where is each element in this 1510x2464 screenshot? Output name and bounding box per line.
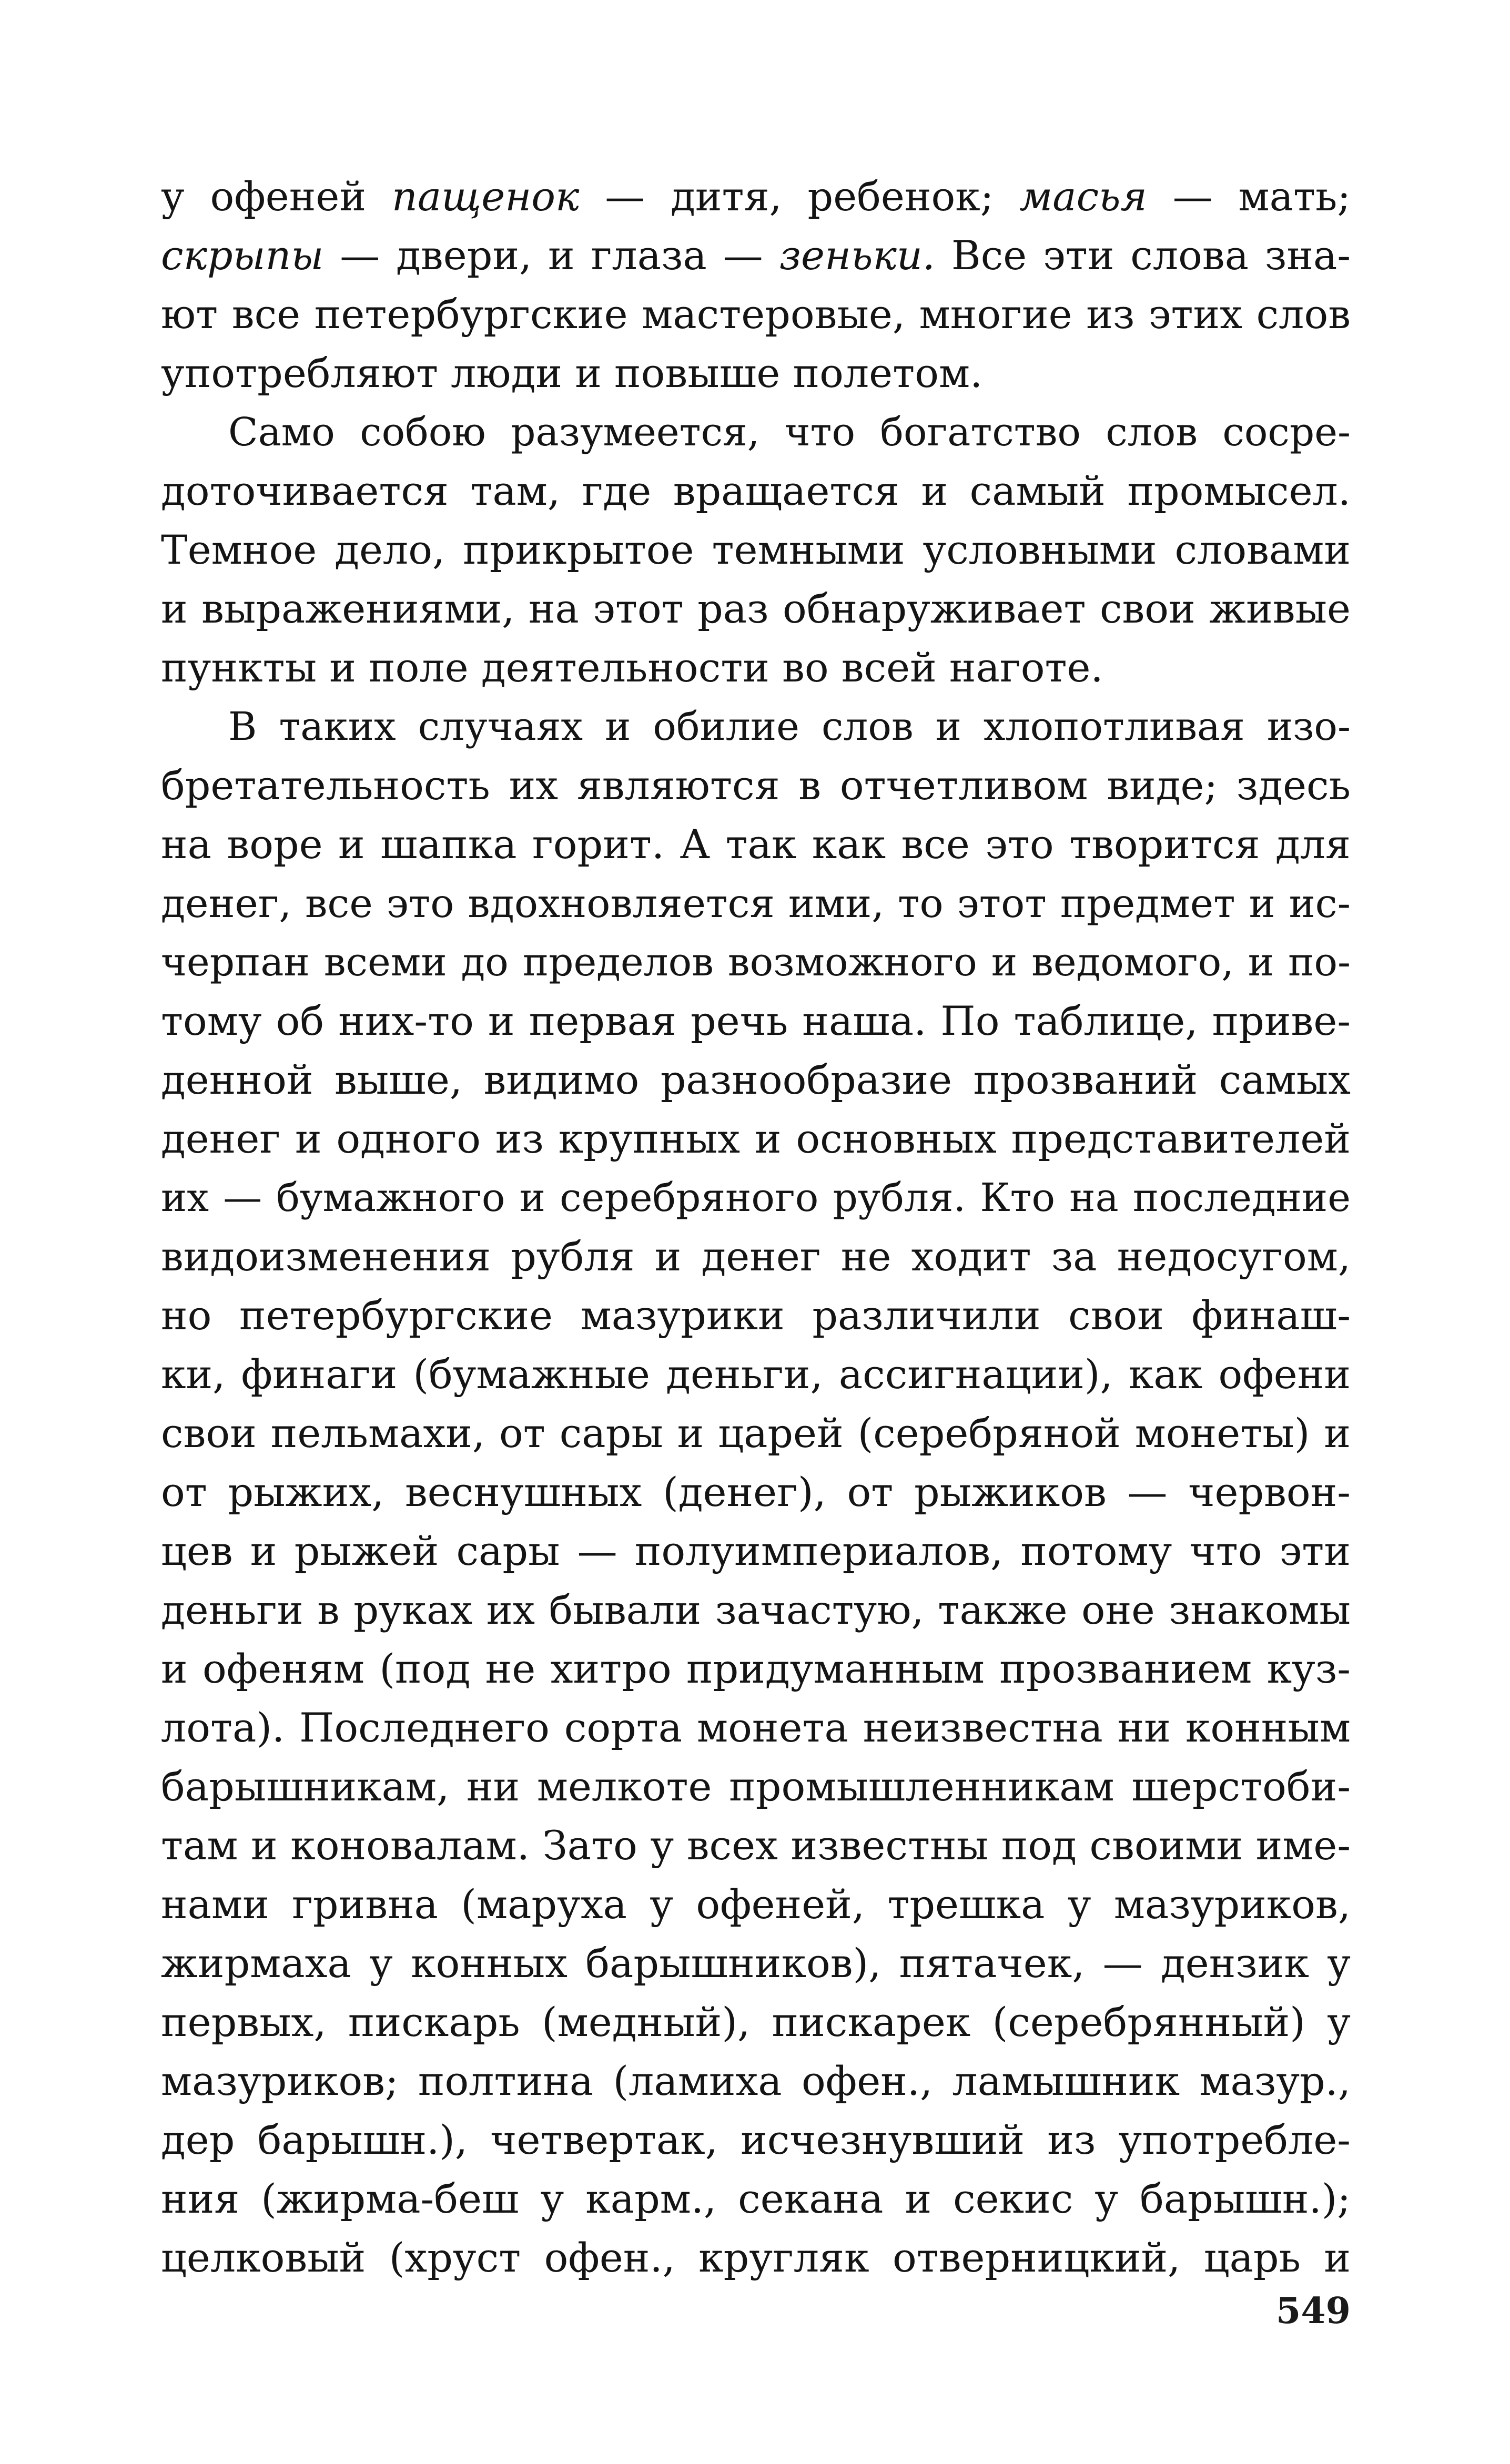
text-segment: нами гривна (маруха у офеней, трешка у мазуриков, [161,1881,1351,1928]
text-segment: пункты и поле деятельности во всей наготе. [161,644,1103,691]
text-line [161,167,1351,226]
italic-term: масья [1019,173,1147,220]
text-segment: доточивается там, где вращается и самый промысел. [161,467,1351,514]
italic-term: зеньки. [779,232,935,279]
text-line [161,1227,1351,1286]
text-line [161,1640,1351,1698]
text-segment: Все эти слова зна- [935,232,1351,279]
text-line [161,344,1351,403]
text-segment: целковый (хруст офен., кругляк отверницкий, царь и [161,2234,1351,2281]
text-segment: дер барышн.), четвертак, исчезнувший из употребле- [161,2116,1351,2163]
text-segment: видоизменения рубля и денег не ходит за недосугом, [161,1233,1351,1280]
text-segment: бретательность их являются в отчетливом виде; здесь [161,762,1351,809]
text-segment: денной выше, видимо разнообразие прозваний самых [161,1056,1351,1103]
text-line [161,1404,1351,1463]
text-line [161,1109,1351,1168]
text-line [161,579,1351,638]
text-line [161,1698,1351,1757]
text-line [161,403,1351,462]
text-segment: черпан всеми до пределов возможного и ведомого, и по- [161,940,1351,985]
text-line [161,2170,1351,2228]
text-line [161,815,1351,874]
text-segment: — двери, и глаза — [323,232,779,279]
text-line [161,697,1351,756]
text-segment: барышникам, ни мелкоте промышленникам шерстоби- [161,1763,1351,1810]
text-segment: Само собою разумеется, что богатство слов сосре- [228,410,1351,455]
page-number: 549 [1276,2290,1351,2332]
text-line [161,285,1351,344]
text-line [161,1757,1351,1816]
text-line [161,1286,1351,1345]
text-segment: у офеней [161,173,392,220]
text-segment: — мать; [1147,173,1351,220]
text-line [161,2228,1351,2287]
text-segment: денег, все это вдохновляется ими, то этот предмет и ис- [161,880,1351,926]
text-line [161,1168,1351,1227]
text-line [161,1051,1351,1109]
text-segment: цев и рыжей сары — полуимпериалов, потому что эти [161,1528,1351,1574]
text-segment: ния (жирма-беш у карм., секана и секис у барышн.); [161,2175,1351,2222]
text-segment: мазуриков; полтина (ламиха офен., ламышник мазур., [161,2058,1351,2104]
text-segment: жирмаха у конных барышников), пятачек, — дензик у [161,1940,1351,1987]
text-segment: денег и одного из крупных и основных представителей [161,1115,1351,1162]
text-line [161,2111,1351,2170]
text-line [161,226,1351,285]
body-text [161,167,1351,2287]
text-line [161,756,1351,815]
text-segment: деньги в руках их бывали зачастую, также оне знакомы [161,1587,1351,1633]
text-segment: В таких случаях и обилие слов и хлопотливая изо- [228,704,1351,749]
text-line [161,462,1351,521]
text-segment: от рыжих, веснушных (денег), от рыжиков — червон- [161,1469,1351,1515]
text-line [161,1345,1351,1404]
text-segment: на воре и шапка горит. А так как все это творится для [161,821,1351,868]
text-segment: свои пельмахи, от сары и царей (серебряной монеты) и [161,1410,1351,1457]
text-segment: ки, финаги (бумажные деньги, ассигнации), как офени [161,1351,1351,1398]
text-line [161,1934,1351,1993]
text-line [161,1993,1351,2052]
text-segment: лота). Последнего сорта монета неизвестна ни конным [161,1704,1351,1751]
text-segment: первых, пискарь (медный), пискарек (серебрянный) у [161,1999,1351,2045]
text-line [161,992,1351,1051]
text-line [161,1816,1351,1875]
italic-term: пащенок [391,173,580,220]
text-line [161,1875,1351,1934]
text-line [161,1522,1351,1581]
text-segment: но петербургские мазурики различили свои финаш- [161,1292,1351,1339]
text-line [161,1581,1351,1640]
text-segment: там и коновалам. Зато у всех известны под своими име- [161,1822,1351,1869]
text-segment: тому об них-то и первая речь наша. По таблице, приве- [161,997,1351,1044]
text-line [161,874,1351,933]
text-line [161,933,1351,992]
text-line [161,2052,1351,2111]
text-line [161,1463,1351,1522]
text-segment: — дитя, ребенок; [579,173,1020,220]
text-segment: их — бумажного и серебряного рубля. Кто на последние [161,1175,1351,1220]
text-segment: употребляют люди и повыше полетом. [161,350,983,396]
italic-term: скрыпы [161,232,324,279]
text-segment: и офеням (под не хитро придуманным прозванием куз- [161,1645,1351,1692]
text-line [161,521,1351,579]
text-segment: Темное дело, прикрытое темными условными словами [161,526,1351,573]
text-segment: ют все петербургские мастеровые, многие из этих слов [161,291,1351,338]
text-segment: и выражениями, на этот раз обнаруживает свои живые [161,585,1351,632]
text-line [161,638,1351,697]
